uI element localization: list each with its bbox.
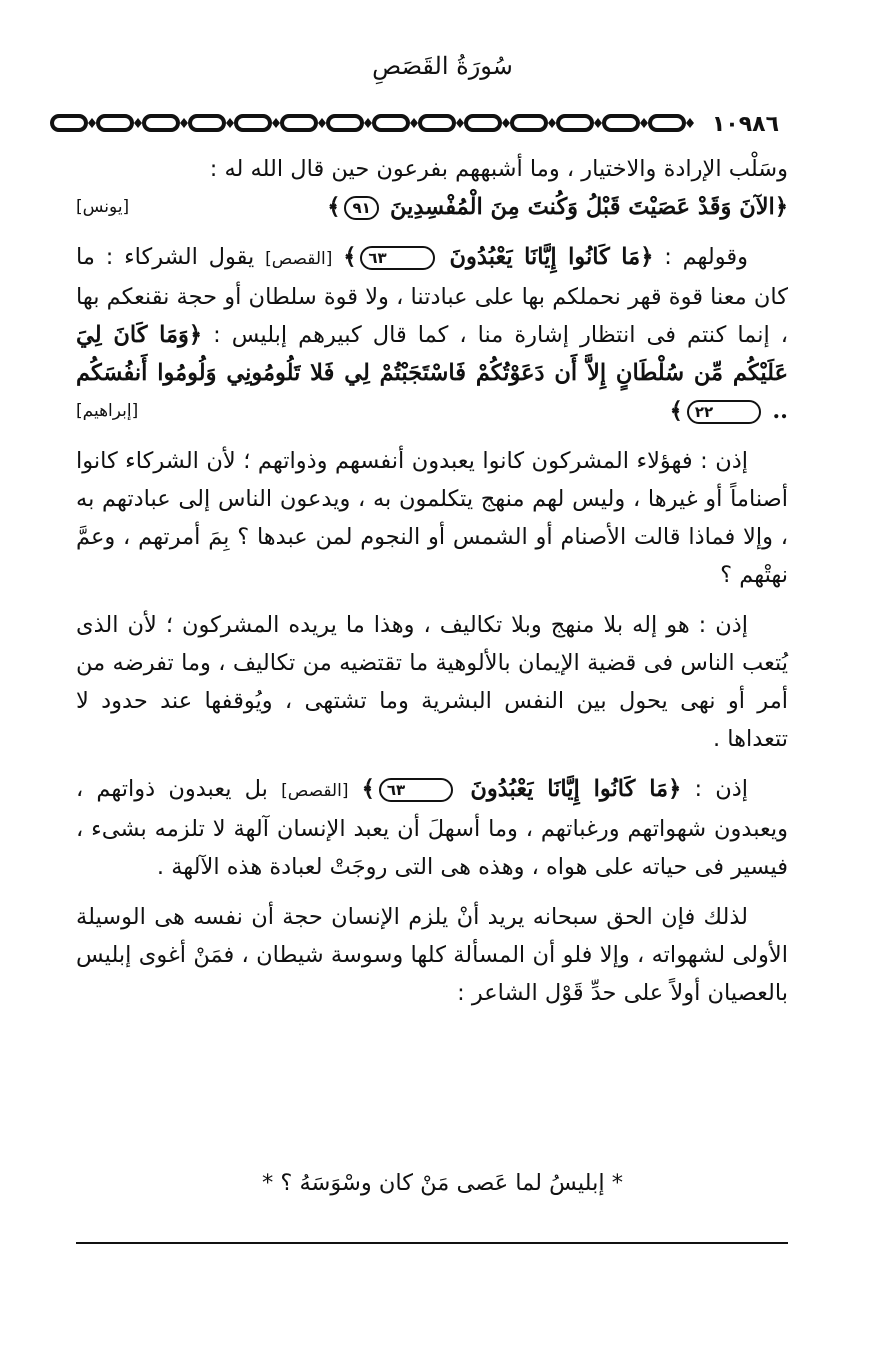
page-number: ١٠٩٨٦ (706, 112, 785, 137)
surah-reference: [يونس] (76, 197, 130, 217)
verse-open-brace: ﴿ (774, 194, 788, 220)
verse-close-brace: ﴾ (669, 398, 683, 424)
paragraph-text: يقول الشركاء : ما كان معنا قوة قهر نحملكم بها على عبادتنا ، ولا قوة سلطان أو حجة نقنعكم بها ، إنما كنتم فى انتظار إشارة منا ، كما قال كبيرهم إبليس : (76, 244, 788, 348)
quran-verse: مَا كَانُوا إِيَّانَا يَعْبُدُونَ (449, 244, 641, 270)
verse-number-badge: ٦٣ (379, 778, 453, 802)
paragraph-4: إذن : هو إله بلا منهج وبلا تكاليف ، وهذا ما يريده المشركون ؛ لأن الذى يُتعب الناس فى قضية الإيمان بالألوهية ما تقتضيه من تكاليف ، وما تفرضه من أمر أو نهى يحول بين النفس البشرية وما تشتهى ، ويُوقفها عند حدود لا تتعداها . (76, 612, 788, 752)
verse-close-brace: ﴾ (361, 776, 375, 802)
verse-number-badge: ٦٣ (360, 246, 434, 270)
quran-verse: وَمَا كَانَ لِيَ عَلَيْكُم مِّن سُلْطَانٍ إِلاَّ أَن دَعَوْتُكُمْ فَاسْتَجَبْتُمْ لِي فَلا تَلُومُونِي وَلُومُوا أَنفُسَكُم .. (76, 322, 788, 424)
paragraph-lead: وقولهم : (664, 244, 749, 270)
surah-title: سُورَةُ القَصَصِ (372, 52, 513, 80)
poem-verse: * إبليسُ لما عَصى مَنْ كان وسْوَسَهُ ؟ * (261, 1170, 624, 1196)
verse-close-brace: ﴾ (343, 244, 357, 270)
paragraph-text: وسَلْب الإرادة والاختيار ، وما أشبههم بفرعون حين قال الله له : (209, 156, 788, 182)
verse-open-brace: ﴿ (640, 244, 654, 270)
verse-open-brace: ﴿ (188, 322, 203, 348)
quran-verse: الآنَ وَقَدْ عَصَيْتَ قَبْلُ وَكُنتَ مِنَ الْمُفْسِدِينَ (389, 194, 775, 220)
paragraph-5 (76, 770, 788, 886)
footnote-divider (76, 1242, 788, 1244)
quran-verse: مَا كَانُوا إِيَّانَا يَعْبُدُونَ (470, 776, 669, 802)
paragraph-2 (76, 238, 788, 430)
verse-open-brace: ﴿ (668, 776, 682, 802)
surah-reference: [القصص] (281, 781, 349, 801)
paragraph-text: بل يعبدون ذواتهم ، ويعبدون شهواتهم ورغباتهم ، وما أسهلَ أن يعبد الإنسان آلهة لا تلزمه بشىء ، فيسير فى حياته على هواه ، وهذه هى التى روجَتْ لعبادة هذه الآلهة . (76, 776, 788, 880)
verse-close-brace: ﴾ (327, 194, 341, 220)
verse-number-badge: ٩١ (344, 196, 378, 220)
chain-ornament-border (48, 110, 788, 136)
body-text (76, 150, 788, 1012)
surah-reference: [إبراهيم] (76, 401, 139, 421)
paragraph-3: إذن : فهؤلاء المشركون كانوا يعبدون أنفسهم وذواتهم ؛ لأن الشركاء كانوا أصناماً أو غيرها ، وليس لهم منهج يتكلمون به ، ويدعون الناس إلى عبادتهم به ، وإلا فماذا قالت الأصنام أو الشمس أو النجوم لمن عبدها ؟ بِمَ أمرتهم ، وعمَّ نهتْهم ؟ (76, 448, 788, 588)
paragraph-6: لذلك فإن الحق سبحانه يريد أنْ يلزم الإنسان حجة أن نفسه هى الوسيلة الأولى لشهواته ، وإلا فلو أن المسألة كلها وسوسة شيطان ، فمَنْ أغوى إبليس بالعصيان أولاً على حدِّ قَوْل الشاعر : (76, 904, 788, 1006)
verse-number-badge: ٢٢ (687, 400, 761, 424)
surah-reference: [القصص] (265, 249, 333, 269)
paragraph-lead: إذن : (694, 776, 749, 802)
paragraph-1 (76, 150, 788, 226)
